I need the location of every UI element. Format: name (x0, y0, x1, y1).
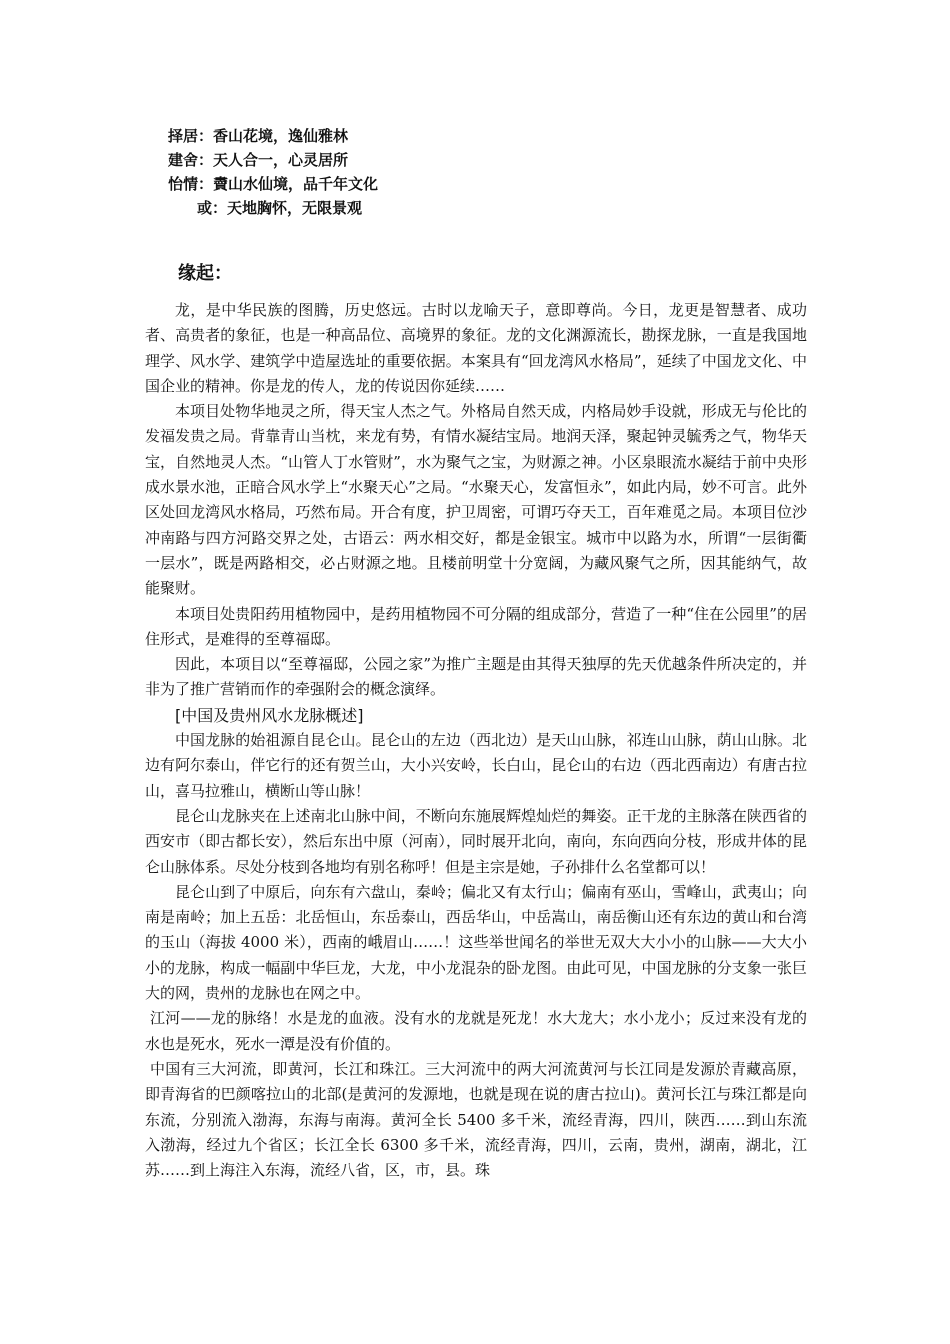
paragraph: 本项目处贵阳药用植物园中，是药用植物园不可分隔的组成部分，营造了一种“住在公园里”的居住形式，是难得的至尊福邸。 (145, 604, 807, 648)
subsection-title: [中国及贵州风水龙脉概述] (175, 705, 364, 725)
slogan-block (168, 124, 728, 220)
paragraph: 昆仑山到了中原后，向东有六盘山，秦岭；偏北又有太行山；偏南有巫山，雪峰山，武夷山；向南是南岭；加上五岳：北岳恒山，东岳泰山，西岳华山，中岳嵩山，南岳衡山还有东边的黄山和台湾的玉山（海拔 4000 米），西南的峨眉山……！这些举世闻名的举世无双大大小小的山脉——大大小小的龙脉，构成一幅副中华巨龙，大龙，中小龙混杂的卧龙图。由此可见，中国龙脉的分支象一张巨大的网，贵州的龙脉也在网之中。 (145, 882, 807, 1003)
slogan-line: 或：天地胸怀，无限景观 (197, 199, 363, 217)
paragraph: 中国有三大河流，即黄河，长江和珠江。三大河流中的两大河流黄河与长江同是发源於青藏高原，即青海省的巴颜喀拉山的北部(是黄河的发源地，也就是现在说的唐古拉山)。黄河长江与珠江都是向东流，分别流入渤海，东海与南海。黄河全长 5400 多千米，流经青海，四川，陕西……到山东流入渤海，经过九个省区；长江全长 6300 多千米，流经青海，四川，云南，贵州，湖南，湖北，江苏……到上海注入东海，流经八省，区，市，县。珠 (145, 1059, 807, 1180)
paragraph: 因此，本项目以“至尊福邸，公园之家”为推广主题是由其得天独厚的先天优越条件所决定的，并非为了推广营销而作的牵强附会的概念演绎。 (145, 655, 807, 699)
slogan-line: 建舍：天人合一，心灵居所 (168, 151, 349, 169)
paragraph: 江河——龙的脉络！水是龙的血液。没有水的龙就是死龙！水大龙大；水小龙小；反过来没有龙的水也是死水，死水一潭是没有价值的。 (145, 1009, 807, 1053)
slogan-line: 择居：香山花境，逸仙雅林 (168, 127, 349, 145)
paragraph: 中国龙脉的始祖源自昆仑山。昆仑山的左边（西北边）是天山山脉，祁连山山脉，荫山山脉。北边有阿尔泰山，伴它行的还有贺兰山，大小兴安岭，长白山，昆仑山的右边（西北西南边）有唐古拉山，喜马拉雅山，横断山等山脉！ (145, 731, 807, 800)
paragraph: 本项目处物华地灵之所，得天宝人杰之气。外格局自然天成，内格局妙手设就，形成无与伦比的发福发贵之局。背靠青山当枕，来龙有势，有情水凝结宝局。地润天泽，聚起钟灵毓秀之气，物华天宝，自然地灵人杰。“山管人丁水管财”，水为聚气之宝，为财源之神。小区泉眼流水凝结于前中央形成水景水池，正暗合风水学上“水聚天心”之局。“水聚天心，发富恒永”，如此内局，妙不可言。此外区处回龙湾风水格局，巧然布局。开合有度，护卫周密，可谓巧夺天工，百年难觅之局。本项目位沙冲南路与四方河路交界之处，古语云：两水相交好，都是金银宝。城市中以路为水，所谓“一层街衢一层水”，既是两路相交，必占财源之地。且楼前明堂十分宽阔，为藏风聚气之所，因其能纳气，故能聚财。 (145, 402, 807, 598)
paragraph: 昆仑山龙脉夹在上述南北山脉中间，不断向东施展辉煌灿烂的舞姿。正干龙的主脉落在陕西省的西安市（即古都长安），然后东出中原（河南），同时展开北向，南向，东向西向分枝，形成井体的昆仑山脉体系。尽处分枝到各地均有别名称呼！但是主宗是她，子孙排什么名堂都可以！ (145, 806, 807, 876)
body-text (145, 298, 807, 1183)
slogan-line: 怡情：賮山水仙境，品千年文化 (168, 175, 379, 193)
paragraph: 龙，是中华民族的图腾，历史悠远。古时以龙喻天子，意即尊尚。今日，龙更是智慧者、成功者、高贵者的象征，也是一种高品位、高境界的象征。龙的文化渊源流长，勘探龙脉，一直是我国地理学、风水学、建筑学中造屋选址的重要依据。本案具有“回龙湾风水格局”，延续了中国龙文化、中国企业的精神。你是龙的传人，龙的传说因你延续…… (145, 301, 807, 395)
section-heading: 缘起： (178, 263, 232, 284)
